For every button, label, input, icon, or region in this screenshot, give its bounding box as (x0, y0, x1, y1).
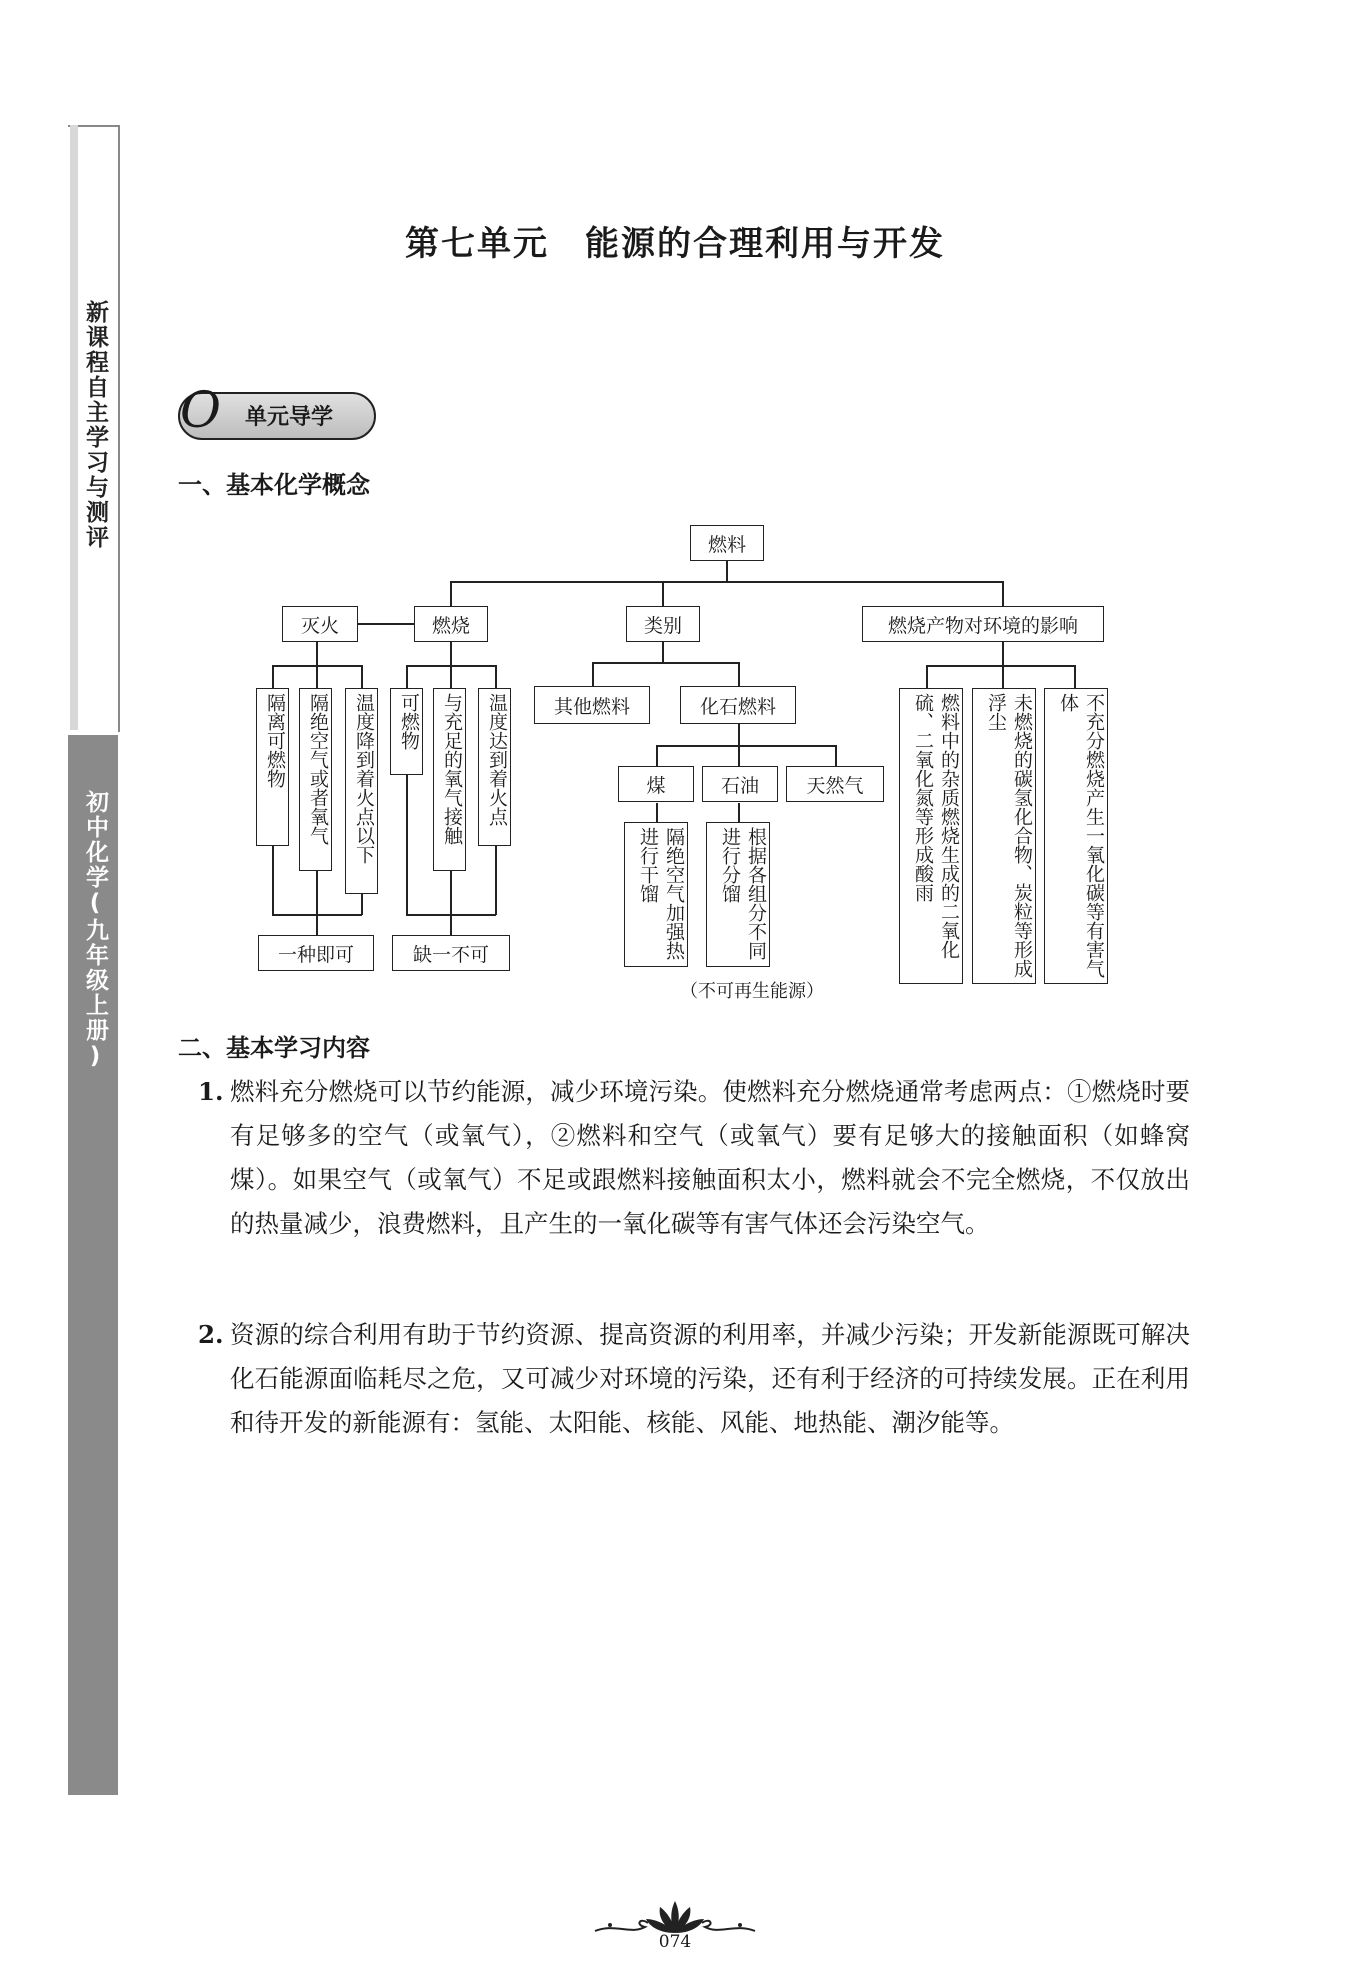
paragraph-text: 资源的综合利用有助于节约资源、提高资源的利用率，并减少污染；开发新能源既可解决化石能源面临耗尽之危，又可减少对环境的污染，还有利于经济的可持续发展。正在利用和待开发的新能源有：氢能、太阳能、核能、风能、地热能、潮汐能等。 (230, 1320, 1190, 1437)
page-number: 074 (658, 1932, 692, 1952)
node-natural-gas: 天然气 (786, 766, 884, 802)
node-coal-process: 隔绝空气加强热进行干馏 (624, 822, 688, 967)
paragraph-number: 2. (198, 1320, 224, 1349)
heading-learning-content: 二、基本学习内容 (178, 1034, 370, 1062)
paragraph-text: 燃料充分燃烧可以节约能源，减少环境污染。使燃料充分燃烧通常考虑两点：①燃烧时要有足够多的空气（或氧气），②燃料和空气（或氧气）要有足够大的接触面积（如蜂窝煤）。如果空气（或氧气）不足或跟燃料接触面积太小，燃料就会不完全燃烧，不仅放出的热量减少，浪费燃料，且产生的一氧化碳等有害气体还会污染空气。 (230, 1077, 1190, 1238)
node-dust: 未燃烧的碳氢化合物、炭粒等形成浮尘 (972, 688, 1036, 984)
node-all-required: 缺一不可 (392, 935, 510, 971)
node-combustible: 可燃物 (390, 688, 423, 775)
paragraph-2 (198, 1313, 1190, 1445)
page-title: 第七单元 能源的合理利用与开发 (405, 224, 945, 264)
node-any-one: 一种即可 (258, 935, 374, 971)
node-fuel: 燃料 (690, 525, 764, 561)
node-isolate-air: 隔绝空气或者氧气 (299, 688, 332, 871)
node-coal: 煤 (618, 766, 694, 802)
paragraph-1 (198, 1070, 1190, 1246)
heading-basic-concepts: 一、基本化学概念 (178, 471, 370, 499)
node-isolate-combustible: 隔离可燃物 (256, 688, 289, 846)
node-category: 类别 (626, 606, 700, 642)
node-other-fuel: 其他燃料 (534, 686, 650, 724)
node-fossil-fuel: 化石燃料 (680, 686, 796, 724)
node-lower-temperature: 温度降到着火点以下 (345, 688, 378, 894)
side-tab-book-title: 初中化学(九年级上册) (82, 790, 108, 1071)
paragraph-number: 1. (198, 1077, 224, 1106)
node-oil: 石油 (702, 766, 778, 802)
node-combustion: 燃烧 (414, 606, 488, 642)
fossil-note: （不可再生能源） (680, 981, 824, 1002)
node-oil-process: 根据各组分不同进行分馏 (706, 822, 770, 967)
node-oxygen-contact: 与充足的氧气接触 (433, 688, 466, 871)
node-extinguish: 灭火 (282, 606, 358, 642)
node-carbon-monoxide: 不充分燃烧产生一氧化碳等有害气体 (1044, 688, 1108, 984)
node-environment-impact: 燃烧产物对环境的影响 (862, 606, 1104, 642)
node-acid-rain: 燃料中的杂质燃烧生成的二氧化硫、二氧化氮等形成酸雨 (899, 688, 963, 984)
node-reach-ignition: 温度达到着火点 (478, 688, 511, 846)
section-badge-label: 单元导学 (245, 405, 334, 430)
badge-o-icon: O (180, 381, 221, 439)
side-tab-series-title: 新课程自主学习与测评 (82, 300, 108, 550)
